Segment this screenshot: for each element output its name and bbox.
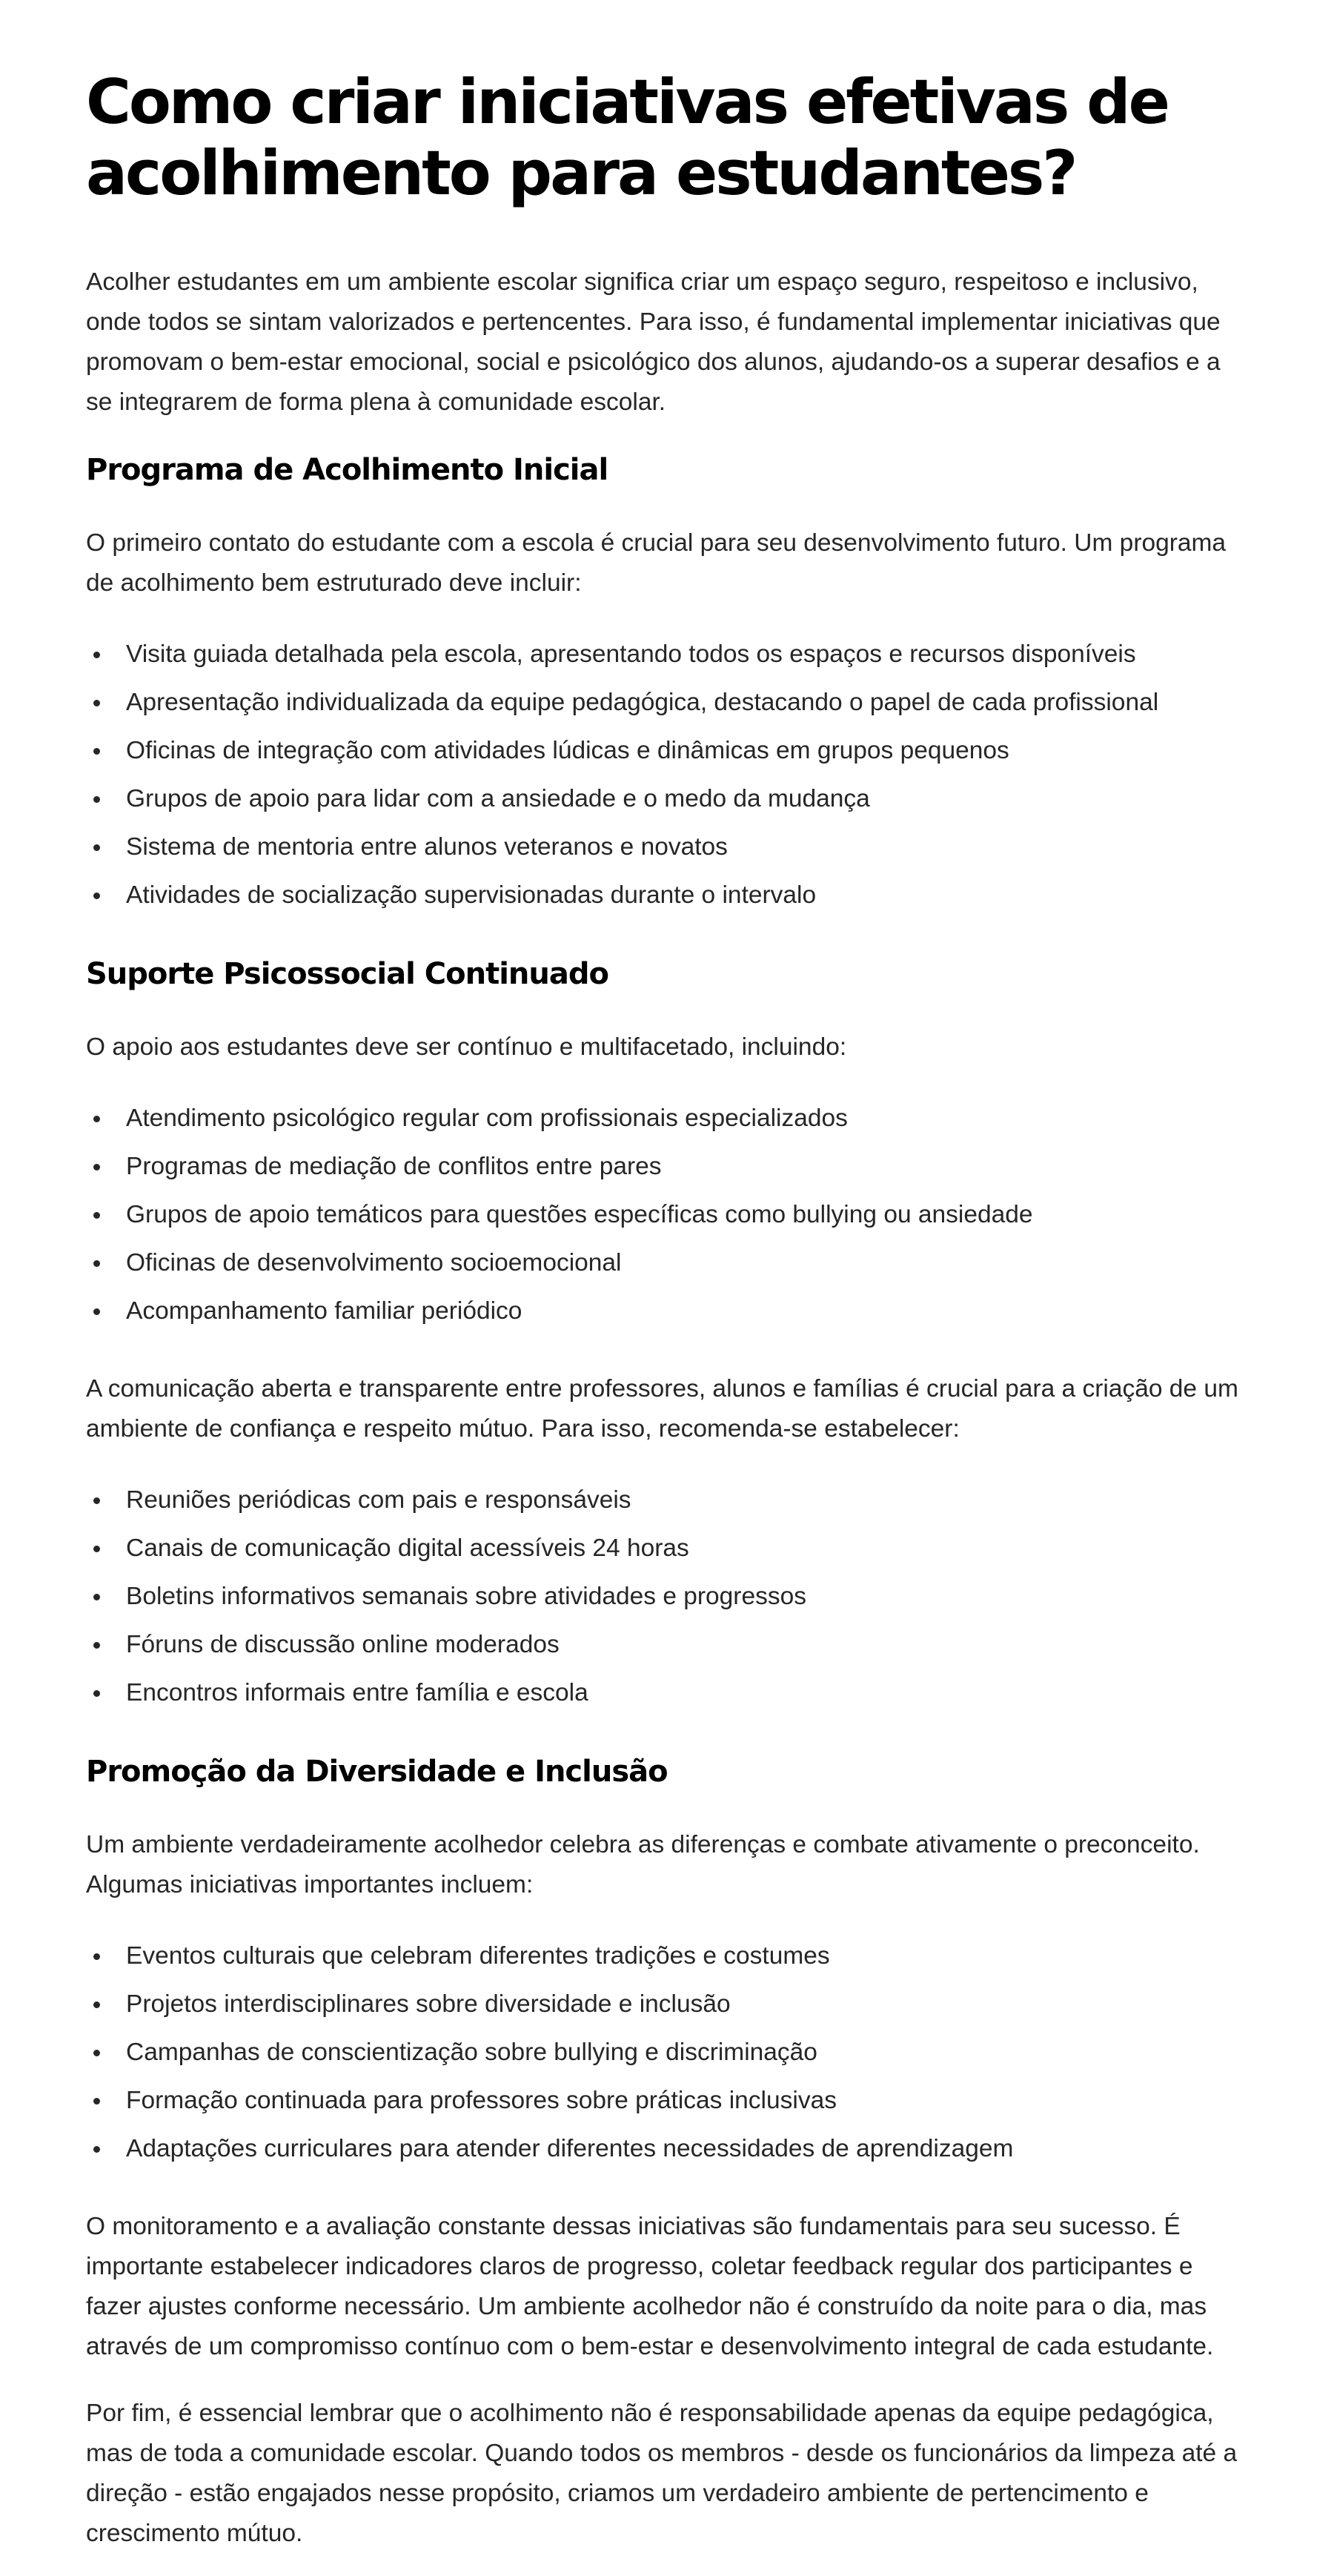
list-item-text: Grupos de apoio temáticos para questões específicas como bullying ou ansiedade: [126, 1201, 1033, 1228]
bullet-dot-icon: [93, 1642, 100, 1649]
list-item-text: Visita guiada detalhada pela escola, apresentando todos os espaços e recursos disponíveis: [126, 640, 1136, 668]
list-item: [86, 1572, 1252, 1620]
bullet-dot-icon: [93, 748, 100, 755]
section-heading-suporte-psicossocial: Suporte Psicossocial Continuado: [86, 957, 608, 991]
list-item: [86, 1669, 1252, 1717]
bullet-list: [86, 1476, 1252, 1717]
list-item-text: Encontros informais entre família e escola: [126, 1679, 588, 1706]
bullet-dot-icon: [93, 1690, 100, 1697]
section-heading-acolhimento-inicial: Programa de Acolhimento Inicial: [86, 453, 608, 487]
bullet-dot-icon: [93, 2050, 100, 2056]
list-item-text: Projetos interdisciplinares sobre diversidade e inclusão: [126, 1990, 731, 2018]
bullet-dot-icon: [93, 1546, 100, 1552]
bullet-dot-icon: [93, 1308, 100, 1315]
list-item-text: Reuniões periódicas com pais e responsáveis: [126, 1486, 631, 1514]
list-item-text: Oficinas de desenvolvimento socioemocional: [126, 1249, 622, 1277]
list-item-text: Boletins informativos semanais sobre atividades e progressos: [126, 1583, 806, 1610]
list-item: [86, 1094, 1252, 1142]
list-item: [86, 1142, 1252, 1191]
list-item: [86, 2125, 1252, 2173]
list-item: [86, 2076, 1252, 2125]
list-item: [86, 1980, 1252, 2028]
list-item: [86, 1191, 1252, 1239]
bullet-dot-icon: [93, 1116, 100, 1122]
bullet-dot-icon: [93, 652, 100, 658]
bullet-dot-icon: [93, 844, 100, 851]
list-item-text: Canais de comunicação digital acessíveis 24 horas: [126, 1534, 689, 1562]
list-item-text: Atividades de socialização supervisionadas durante o intervalo: [126, 881, 817, 909]
list-item: [86, 1524, 1252, 1572]
section-heading-diversidade-inclusao: Promoção da Diversidade e Inclusão: [86, 1755, 668, 1789]
list-item: [86, 871, 1252, 919]
intro-paragraph: Acolher estudantes em um ambiente escolar significa criar um espaço seguro, respeitoso e inclusivo, onde todos se sintam valorizados e pertencentes. Para isso, é fundamental implementar iniciativas que promovam o bem-estar emocional, social e psicológico dos alunos, ajudando-os a superar desafios e a se integrarem de forma plena à comunidade escolar.: [86, 268, 1221, 416]
list-item: [86, 1620, 1252, 1669]
bullet-dot-icon: [93, 2098, 100, 2105]
bullet-dot-icon: [93, 1164, 100, 1171]
list-item: [86, 1476, 1252, 1524]
list-item-text: Oficinas de integração com atividades lúdicas e dinâmicas em grupos pequenos: [126, 737, 1009, 764]
list-item-text: Formação continuada para professores sobre práticas inclusivas: [126, 2087, 837, 2114]
bullet-dot-icon: [93, 1594, 100, 1600]
list-item-text: Atendimento psicológico regular com profissionais especializados: [126, 1105, 848, 1132]
list-item: [86, 823, 1252, 871]
list-item: [86, 678, 1252, 726]
list-item-text: Programas de mediação de conflitos entre pares: [126, 1153, 662, 1180]
bullet-dot-icon: [93, 1953, 100, 1960]
closing-paragraph: Por fim, é essencial lembrar que o acolhimento não é responsabilidade apenas da equipe pedagógica, mas de toda a comunidade escolar. Quando todos os membros - desde os funcionários da limpeza até a direção - estão engajados nesse propósito, criamos um verdadeiro ambiente de pertencimento e crescimento mútuo.: [86, 2400, 1238, 2547]
list-item-text: Eventos culturais que celebram diferentes tradições e costumes: [126, 1942, 830, 1970]
bullet-list: [86, 1094, 1252, 1335]
section-paragraph: Um ambiente verdadeiramente acolhedor celebra as diferenças e combate ativamente o preconceito. Algumas iniciativas importantes incluem:: [86, 1831, 1200, 1898]
bullet-dot-icon: [93, 796, 100, 803]
list-item: [86, 1932, 1252, 1980]
bullet-dot-icon: [93, 2146, 100, 2153]
section-paragraph: O apoio aos estudantes deve ser contínuo e multifacetado, incluindo:: [86, 1033, 847, 1061]
bullet-list: [86, 630, 1252, 919]
section-paragraph: O primeiro contato do estudante com a escola é crucial para seu desenvolvimento futuro. Um programa de acolhimento bem estruturado deve incluir:: [86, 529, 1227, 597]
section-paragraph: A comunicação aberta e transparente entre professores, alunos e famílias é crucial para a criação de um ambiente de confiança e respeito mútuo. Para isso, recomenda-se estabelecer:: [86, 1375, 1238, 1443]
list-item-text: Apresentação individualizada da equipe pedagógica, destacando o papel de cada profissional: [126, 689, 1159, 716]
bullet-dot-icon: [93, 893, 100, 899]
list-item: [86, 2028, 1252, 2076]
list-item: [86, 726, 1252, 775]
list-item: [86, 775, 1252, 823]
list-item-text: Acompanhamento familiar periódico: [126, 1297, 522, 1325]
page-title: Como criar iniciativas efetivas de acolhimento para estudantes?: [86, 66, 1168, 209]
bullet-dot-icon: [93, 1260, 100, 1267]
list-item: [86, 630, 1252, 678]
list-item-text: Campanhas de conscientização sobre bullying e discriminação: [126, 2039, 817, 2066]
list-item: [86, 1239, 1252, 1287]
list-item-text: Grupos de apoio para lidar com a ansiedade e o medo da mudança: [126, 785, 870, 812]
list-item-text: Fóruns de discussão online moderados: [126, 1631, 560, 1658]
bullet-dot-icon: [93, 1212, 100, 1219]
list-item: [86, 1287, 1252, 1335]
list-item-text: Adaptações curriculares para atender diferentes necessidades de aprendizagem: [126, 2135, 1014, 2162]
list-item-text: Sistema de mentoria entre alunos veteranos e novatos: [126, 833, 728, 861]
bullet-dot-icon: [93, 2001, 100, 2008]
bullet-dot-icon: [93, 700, 100, 706]
bullet-dot-icon: [93, 1497, 100, 1504]
bullet-list: [86, 1932, 1252, 2173]
closing-paragraph: O monitoramento e a avaliação constante dessas iniciativas são fundamentais para seu sucesso. É importante estabelecer indicadores claros de progresso, coletar feedback regular dos participantes e fazer ajustes conforme necessário. Um ambiente acolhedor não é construído da noite para o dia, mas através de um compromisso contínuo com o bem-estar e desenvolvimento integral de cada estudante.: [86, 2213, 1214, 2360]
